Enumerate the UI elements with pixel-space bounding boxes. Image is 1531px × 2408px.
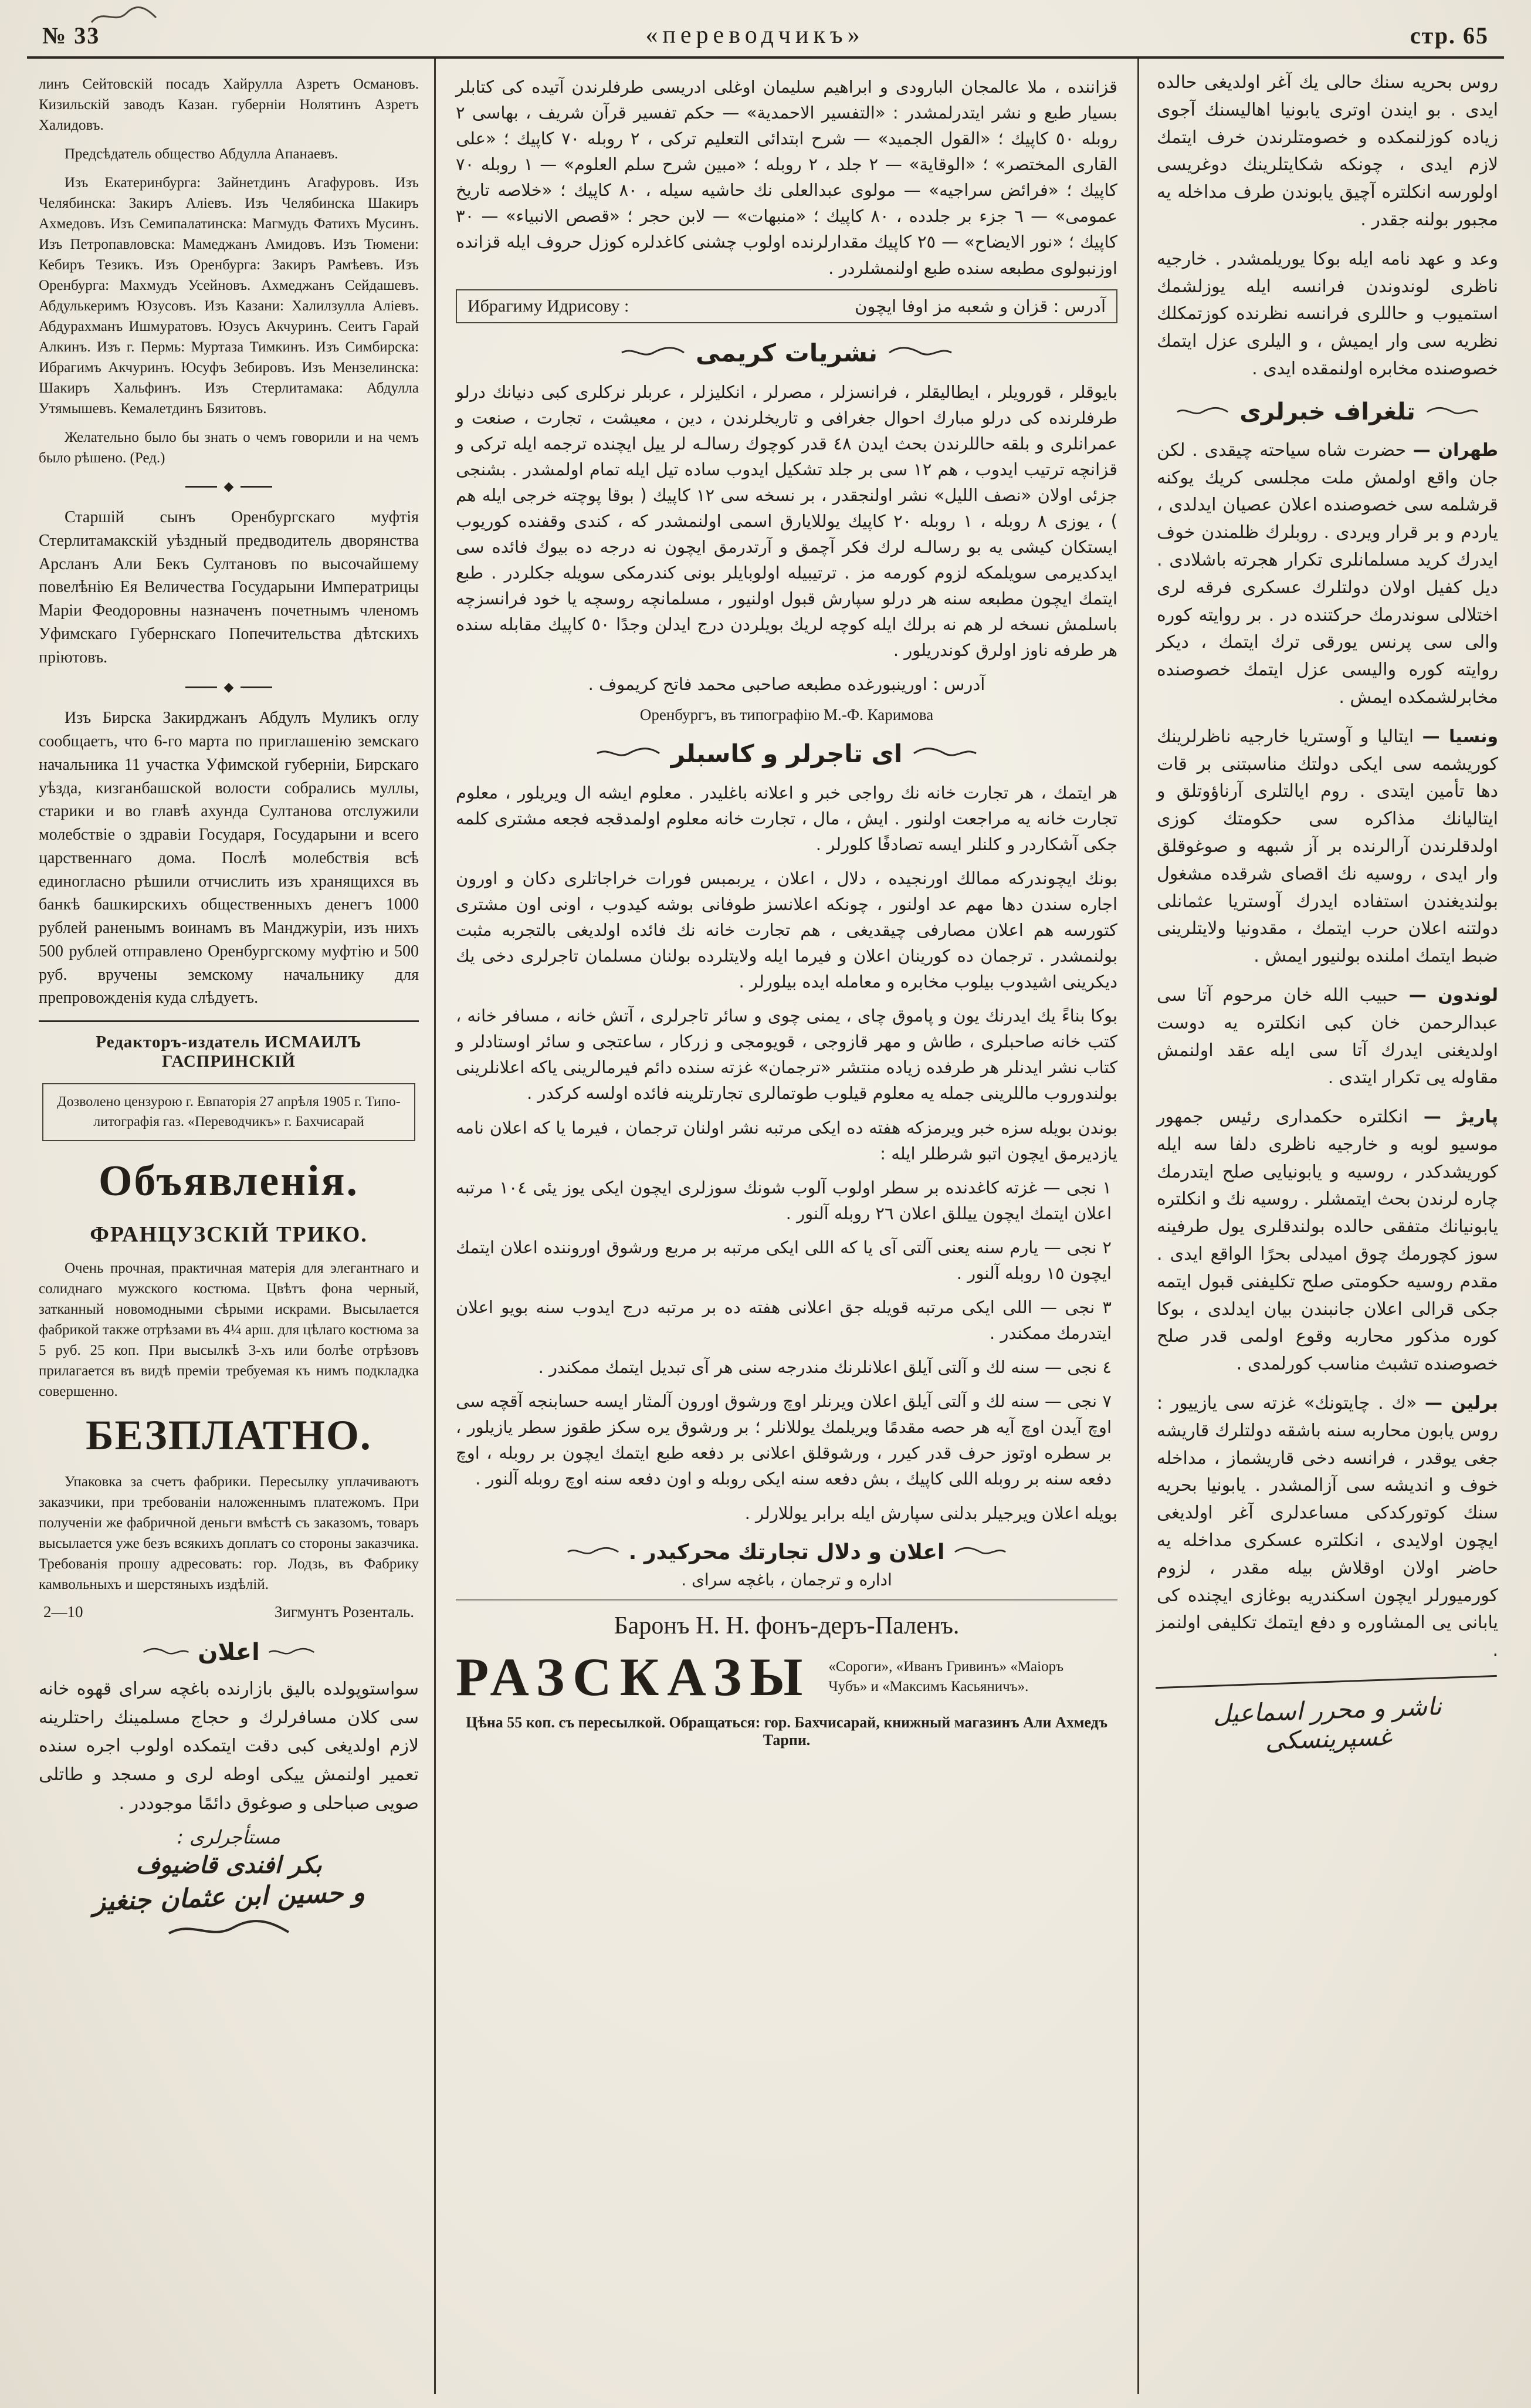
office-line: اداره و ترجمان ، باغچه سراى . [681,1570,892,1589]
dateline-berlin: برلين — [1425,1393,1498,1414]
tenant-name-2: و حسين ابن عثمان جنغيز [92,1878,365,1917]
book-ad-price-line: Цѣна 55 коп. съ пересылкой. Обращаться: гор. Бахчисарай, книжный магазинъ Али Ахмедъ Тарпи. [465,1713,1107,1748]
neshriyat-address-russian: Оренбургъ, въ типографію М.-Ф. Каримова [639,705,934,723]
diamond-ornament-icon: ◆ [223,479,234,493]
flourish-icon [913,746,977,761]
section-divider [39,480,419,493]
tenant-name-1: بكر افندى قاضيوف [136,1852,322,1879]
tariff-item-2: ٢ نجى — يارم سنه يعنى آلتى آى يا كه اللى ايكى مرتبه بر مربع ورشوق اوروننده اعلان ايتمك ايچون ١٥ روبله آلنور . [456,1237,1112,1283]
flourish-icon [596,746,661,761]
dateline-venice: ونسيا — [1422,726,1498,747]
ad-body-tricot: Очень прочная, практичная матерія для элегантнаго и солиднаго мужского костюма. Цвѣтъ фона черный, затканный новомодными сѣрыми искрами. Высылается фабрикой также отрѣзами въ 4¼ арш. для цѣлаго костюма за 5 руб. 25 коп. При высылкѣ 3-хъ или болѣе отрѣзовъ прилагается въ видѣ преміи требуемая къ нимъ подкладка совершенно. [39,1260,419,1400]
section-header-neshriyat [456,339,1117,367]
dateline-paris: پاريژ — [1423,1107,1498,1128]
handwritten-flourish-icon [164,1918,293,1942]
merchants-intro-1: هر ايتمك ، هر تجارت خانه نك رواجى خبر و اعلانه باغليدر . معلوم ايشه ال ويريلور ، معلوم تجارت خانه يه مراجعت اولنور . ايش ، مال ، تجارت خانه معلوم اولمدقجه فجعه مشترى كلمه جكى آشكاردر و كلنلر ايسه تصادفًا كلورلر . [456,782,1117,854]
tariff-item-3: ٣ نجى — اللى ايكى مرتبه قويله جق اعلانى هفته ده بر مرتبه درج ايدوب سنه بويو اعلان ايتدرمك ممكندر . [456,1297,1112,1344]
telegraph-item-london [1157,982,1498,1092]
diamond-ornament-icon: ◆ [223,679,234,695]
ad-signature-row [39,1603,419,1621]
flourish-icon [621,345,685,360]
telegraph-body-tehran: حضرت شاه سياحته چيقدى . لكن جان واقع اولمش ملت مجلسى كريك يوكنه قرشلمه سى خصوصنده اعلان عصيان ايدلدى ، ياردم و بر قرار ويردى . روبلرك ظلمندن خوف ايدرك كريد مسلمانلرى تكرار هجرته باشلادى . ديل كفيل اولان دولتلرك عسكرى فرقه لرى اختلالى سوندرمك حركتنده در . بر روايته كوره والى سى پرنس يورقى ترك ايتمك ، ديكر روايته كوره واليسى عزل ايتمك خصوصنده مخابرلشمكده ايمش . [1157,439,1498,708]
flourish-icon [888,345,953,360]
section-title-telegraph: تلغراف خبرلرى [1239,398,1415,425]
section-title-merchants: اى تاجرلر و كاسبلر [670,739,903,768]
right-column [1142,59,1508,2394]
ad-serial: 2—10 [43,1603,83,1621]
chairman-line: Предсѣдатель общество Абдулла Апанаевъ. [65,146,338,162]
flourish-icon [954,1545,1007,1559]
telegraph-body-london: حبيب الله خان مرحوم آتا سى عبدالرحمن خان كبى انكلتره يه دوست اولديغنى ايدرك آتا سى ايله عقد اولنمش مقاوله يى تكرار ايتدى . [1157,985,1498,1088]
editor-imprint: Редакторъ-издатель ИСМАИЛЪ ГАСПРИНСКІЙ [96,1033,362,1071]
tariff-list [456,1175,1117,1492]
page-header [0,0,1531,56]
sultanov-news-item: Старшій сынъ Оренбургскаго муфтія Стерлитамакскій уѣздный предводитель дворянства Арсланъ Али Бекъ Султановъ по высочайшему повелѣнію Ея Величества Государыни Императрицы Маріи Феодоровны назначенъ почетнымъ членомъ Уфимскаго Губернскаго Попечительства дѣтскихъ пріютовъ. [39,508,419,667]
book-ad-title: РАЗСКАЗЫ [456,1646,811,1707]
arabic-ad-body: سواستوپولده باليق بازارنده باغچه سراى قهوه خانه سى كلان مسافرلرك و حجاج مسلمينك راحتلرينه لازم اولديغى كبى دقت ايتمكده اولوب اجره سنده تعمير اولنمش ييكى اوطه لرى و مسجد و طاتلى صويى صباحلى و صوغوق دائمًا موجوددر . [39,1679,419,1814]
book-advertisement [456,1599,1117,1749]
telegraph-body-venice: ايتاليا و آوستريا خارجيه ناظرلرينك كوريشمه سى ايكى دولتك مناسبتنى بر قات دها تأمين ايتدى . روم ايالتلرى آرناؤوتلق و ايتاليانك مذاكره سى حكومتك كوزى اولدقلرندن آرالرنده بر آز شبهه و صوغوقلق وار ايدى ، روسيه نك اقصاى شرقده مشغول بولنديغندن استفاده ايدرك آوستريا عثمانلى دولتنه اعلان حرب ايتمك ، مقدونيا ولايتلرينى ضبط ايتمك املنده بولنيور ايمش . [1157,726,1498,967]
ad-body-free: Упаковка за счетъ фабрики. Пересылку уплачиваютъ заказчики, при требованіи наложеннымъ платежомъ. При полученіи же фабричной деньги вмѣстѣ съ заказомъ, товаръ высылается уже безъ всякихъ доплатъ со стороны заказчика. Требованія прошу адресовать: гор. Лодзь, въ Фабрику камвольныхъ и шерстяныхъ издѣлій. [39,1474,419,1593]
book-ad-contents: «Сороги», «Иванъ Гривинъ» «Маіоръ Чубъ» и «Максимъ Касьяничъ». [828,1658,1064,1695]
address-box [456,289,1117,323]
merchants-intro-2: بونك ايچوندركه ممالك اورنجيده ، دلال ، اعلان ، يربمبس فورات خراجاتلرى دكان و اورون اجاره سندن دها مهم عد اولنور ، چونكه اعلانسز طوفانى بوشه كيدوب ، اونى اون مشترى كتورسه هم اعلان مصارفى چيقديغى ، هم تجارت خانه نك فائده اولديغى بالتجربه مثبت بولنمشدر . ترجمان ده كورينان اعلان و فيرما ايله ولايتلرده بولنان مسلمان تاجرلرى دخى يك ديكرينى اشيدوب بيلوب مخابره و معامله ايده بيلورلر . [456,868,1117,992]
war-paragraph-1: روس بحريه سنك حالى يك آغر اولديغى حالده ايدى . بو ايندن اوترى يابونيا اهاليسنك آجوى زياده كوزلنمكده و خصومتلرندن خرف ايتمك لازم ايدى ، چونكه شكايتلرينك دوغريسى اولورسه انكلتره آچيق يابوندن طرف مداخله يه مجبور بولنه جقدر . [1157,72,1498,230]
tariff-item-1: ١ نجى — غزته كاغدنده بر سطر اولوب آلوب شونك سوزلرى ايچون ايكى يوز يئى ١٠٤ مرتبه اعلان ايتمك ايچون ييللق اعلان ٢٦ روبله آلنور . [456,1177,1112,1223]
birsk-news-item: Изъ Бирска Закирджанъ Абдулъ Муликъ оглу сообщаетъ, что 6-го марта по приглашенію земскаго начальника 11 участка Уфимской губерніи, Бирскаго уѣзда, кизганбашской волости собрались муллы, старики и во главѣ ахунда Султанова отслужили молебствіе о здравіи Государя, Государыни и всего царственнаго дома. Послѣ молебствія всѣ единогласно рѣшили отчислить изъ хранящихся въ банкѣ башкирскихъ общественныхъ денегъ 1000 рублей раненымъ воинамъ въ Манджуріи, изъ нихъ 500 рублей отправлено Оренбургскому муфтію и 500 руб. вручены земскому начальнику для препровожденія куда слѣдуетъ. [39,709,419,1007]
telegraph-item-paris [1157,1104,1498,1378]
slogan-line: اعلان و دلال تجارتك محركيدر . [628,1540,945,1564]
delegates-list: Изъ Екатеринбурга: Зайнетдинъ Агафуровъ. Изъ Челябинска: Закиръ Аліевъ. Изъ Челябинска Шакиръ Ахмедовъ. Изъ Семипалатинска: Магмудъ Фатихъ Мусинъ. Изъ Петропавловска: Мамеджанъ Амидовъ. Изъ Тюмени: Кебиръ Тезикъ. Изъ Оренбурга: Закиръ Рамѣевъ. Изъ Оренбурга: Махмудъ Усейновъ. Ахмеджанъ Сейдашевъ. Абдулькеримъ Юзусовъ. Изъ Казани: Халилзулла Аліевъ. Абдурахманъ Ишмуратовъ. Юзусъ Акчуринъ. Сеитъ Гарай Алкинъ. Изъ г. Пермь: Муртаза Тимкинъ. Изъ Симбирска: Ибрагимъ Акчуринъ. Юсуфъ Зебировъ. Изъ Мензелинска: Шакиръ Хальфинъ. Изъ Стерлитамака: Абдулла Утямышевъ. Кемалетдинъ Бязитовъ. [39,175,419,417]
address-arabic: آدرس : قزان و شعبه مز اوفا ايچون [855,296,1106,316]
publisher-imprint: ناشر و محرر اسماعيل غسپرينسكى [1156,1675,1499,1759]
flourish-icon [567,1545,619,1559]
ad-signature: Зигмунтъ Розенталь. [274,1603,414,1621]
delegates-continued: линъ Сейтовскій посадъ Хайрулла Азретъ Османовъ. Кизильскій заводъ Казан. губерніи Нолятинъ Азретъ Халидовъ. [39,76,419,133]
column-divider [1137,59,1139,2394]
flourish-icon [1426,405,1479,419]
section-header-merchants [456,739,1117,768]
telegraph-body-berlin: «ك . چايتونك» غزته سى يازييور : روس يابون محاربه سنه باشقه دولتلرك قاريشه جغى يوقدر ، فرانسه دخى قاريشماز ، مداخله خوف و انديشه سى آزالمشدر . يابونيا بحريه سنك كوتوركدكى مساعدلرى آغر اولديغى ايچون اولايدى ، انكلتره عسكرى مداخله يه حاضر اولان اوقلاش بيله مقدر ، لزوم كورميورلر ايچون اسكندريه بوغازى ايچنده كى يابانى يى المشاوره و دفع ايتمك تكليفى اولنمز . [1157,1393,1498,1661]
tariff-item-4: ٤ نجى — سنه لك و آلتى آيلق اعلانلرنك مندرجه سنى هر آى تبديل ايتمك ممكندر . [538,1357,1112,1378]
flourish-icon [1176,405,1229,419]
dateline-london: لوندون — [1408,985,1498,1006]
neshriyat-address-arabic: آدرس : اورينبورغده مطبعه صاحبى محمد فاتح كريموف . [588,674,985,695]
ad-title-tricot: ФРАНЦУЗСКІЙ ТРИКО. [90,1222,368,1247]
telegraph-item-berlin [1157,1390,1498,1665]
telegraph-body-paris: انكلتره حكمدارى رئيس جمهور موسيو لوبه و خارجيه ناظرى دلفا سه ايله كوريشدكدر ، روسيه و يابونيايى صلح ايتدرمك چاره لرندن بحث ايتمشلر . روسيه نك و انكلتره يابونيانك متفقى حالده بولندقلرى يول طرفينه سوز كچورمك چوق اميدلى بحرًا الواقع ايدى . مقدم روسيه حكومتى صلح تكليفنى قبول ايتمه جكى قرالى اعلان جانبندن بيان ايدلدى ، بوكا كوره مذكور محاربه وقوع اولمى قدر صلح خصوصنده تشبث مناسب كورلمدى . [1157,1107,1498,1375]
masthead-title: «переводчикъ» [645,22,865,49]
tenants-block [39,1826,419,1917]
column-rule [39,1020,419,1022]
tariff-item-7: ٧ نجى — سنه لك و آلتى آيلق اعلان ويرنلر اوچ ورشوق اورون آلمثار ايسه حسابنجه آقچه سى اوچ آيدن اوچ آيه هر حصه مقدمًا ويريلمك يوللانلر ؛ بر ورشوق يره سكز طقوز سطر يازيلور ، بر سطره اوتوز حرف قدر كيرر ، ورشوقلق اعلانى بر دفعه طبع ايتمك ايچون بر روبله ، اوچ دفعه سنه بر روبله اللى كاپيك ، بش دفعه سنه ايكى روبله و اون دفعه سنه اوچ روبله آلنور . [456,1391,1112,1489]
page-number: стр. 65 [1410,22,1489,49]
section-title-neshriyat: نشريات كريمى [696,338,878,367]
neshriyat-body: بايوقلر ، قورويلر ، ايطاليقلر ، فرانسزلر ، مصرلر ، انكليزلر ، عربلر نركلرى كبى دنيانك درلو طرفلرنده كى درلو مبارك احوال جغرافى و تاريخلرندن ، دين ، معيشت ، تجارت ، صنعت و عمرانلرى و بلقه حاللرندن بحث ايدن ٤٨ قدر كوچوك رسالـه لر ييل ايچنده ترجمه ايله تركى و قزانچه ترتيب ايدوب ، هم ١٢ سى بر جلد تشكيل ايدوب ساده تيل ايله تمام اولمشدر . بشنجى جزئى اولان «نصف الليل» نشر اولنجقدر ، بر نسخه سى ١٢ كاپيك ( بوقا پوچته خرجى ايله هم ) ، يوزى ٨ روبله ، ١ روبله ٢٠ كاپيك يوللايارق اسمى اولنمشدر كه ، كندى وقفنده كوريوب ايستكان كيشى يه بو رسالـه لرك فكر آچمق و آرتدرمق ايچون نه درجه ده بيوك فائده سى ايدكديرمى سويلمكه لزوم كورمه مز . ترتيبيله اولوبايلر بونى كندرمكى سويله جكلردر . طبع ايتمك ايچون مطبعه سنه هر درلو سپارش قبول اولنيور ، مسلمانچه روسچه يا خود فرانسزچه باسلمش نسخه لر هم نه برلك ايله كوچه لريك بويلردن درج ايدلن وجدًا ٥٠ كاپيك مقابله سنده هر طرفه ناوز اولرق كوندريلور . [456,381,1117,661]
arabic-ad-title: اعلان [198,1639,260,1666]
telegraph-item-tehran [1157,437,1498,712]
censorship-notice: Дозволено цензурою г. Евпаторія 27 апрѣля 1905 г. Типо-литографія газ. «Переводчикъ» г. Бахчисарай [42,1083,415,1141]
left-column [23,59,432,2394]
section-header-telegraph [1157,398,1498,425]
pen-mark-icon [88,5,158,28]
ad-title-free: БЕЗПЛАТНО. [86,1412,372,1459]
column-divider [434,59,436,2394]
tenant-label: مستأجرلرى : [177,1826,280,1849]
kazan-books-paragraph: قزاننده ، ملا عالمجان البارودى و ابراهيم سليمان اوغلى ادريسى طرفلرندن آتيده كى كتابلر بسيار طبع و نشر ايتدرلمشدر : «التفسير الاحمدية» — حكم تفسير قرآن شريف ، بهاسى ٢ روبله ٥٠ كاپيك ؛ «القول الجميد» — شرح ابتدائى التعليم تركى ، ٢ روبله ٧٠ كاپيك ؛ «على القارى المختصر» ؛ «الوقاية» — ٢ جلد ، ٢ روبله ؛ «مبين شرح سلم العلوم» — ١ روبله ٧٠ كاپيك ؛ «فرائض سراجيه» — مولوى عبدالعلى نك حاشيه سيله ، ٨٠ كاپيك ؛ «خلاصه تاريخ عمومى» — ٦ جزء بر جلدده ، ٨٠ كاپيك ؛ «منبهات» — لابن حجر ؛ «قصص الانبياء» — ٣٠ كاپيك ؛ «نور الايضاح» — ٢٥ كاپيك مقدارلرنده اولوب چشنى كاغدلره كوزل حروف ايله قزانده اوزنبولوى مطبعه سنده طبع اولنمشلردر . [456,77,1117,278]
book-ad-author: Баронъ Н. Н. фонъ-деръ-Паленъ. [614,1612,960,1639]
merchants-closing: بويله اعلان ويرجيلر بدلنى سپارش ايله برابر يوللارلر . [744,1503,1117,1523]
section-divider [39,681,419,694]
book-ad-main [456,1646,1117,1708]
arabic-ad-title-row [39,1639,419,1666]
ads-section-title: Объявленія. [99,1157,359,1206]
slogan-row [456,1540,1117,1564]
editorial-note: Желательно было бы знать о чемъ говорили и на чемъ было рѣшено. (Ред.) [39,429,419,466]
address-russian-name: Ибрагиму Идрисову : [468,296,629,316]
columns [0,59,1531,2394]
issue-number: № 33 [42,22,100,49]
merchants-intro-4: بوندن بويله سزه خبر ويرمزكه هفته ده ايكى مرتبه نشر اولنان ترجمان ، فيرما يا كه اعلان نامه يازديرمق ايچون اتبو شرطلر ايله : [456,1117,1117,1164]
war-paragraph-2: وعد و عهد نامه ايله بوكا يوريلمشدر . خارجيه ناظرى لوندوندن فرانسه ايله يوزلشمك استميوب و حاللرى فرانسه نظرنده كوزتمكلك نظريه سى وار ايميش ، و اليلرى عزل ايتمك خصوصنده مخابره اولنمقده ايدى . [1157,248,1498,379]
middle-column [438,59,1135,2394]
flourish-icon [268,1646,315,1659]
telegraph-item-venice [1157,723,1498,970]
merchants-intro-3: بوكا بناءً يك ايدرنك يون و پاموق چاى ، يمنى چوى و سائر تاجرلرى ، آتش خانه ، مسافر خانه ، كتب خانه صاحبلرى ، طاش و مهر قازوجى ، قويومجى و زركار ، ساعتجى و سائر اوستادلر و كتاب نشر ايدنلر هر طرفده زياده منتشر «ترجمان» غزته سنده دائم فيرمالرينى ياكه اعلانلرينى بولندوروب ماللرينى جمله يه معلوم قيلوب طوتمالرى تجارتلرينه فائده اولسه كركدر . [456,1006,1117,1104]
flourish-icon [143,1646,189,1659]
dateline-tehran: طهران — [1413,439,1498,461]
